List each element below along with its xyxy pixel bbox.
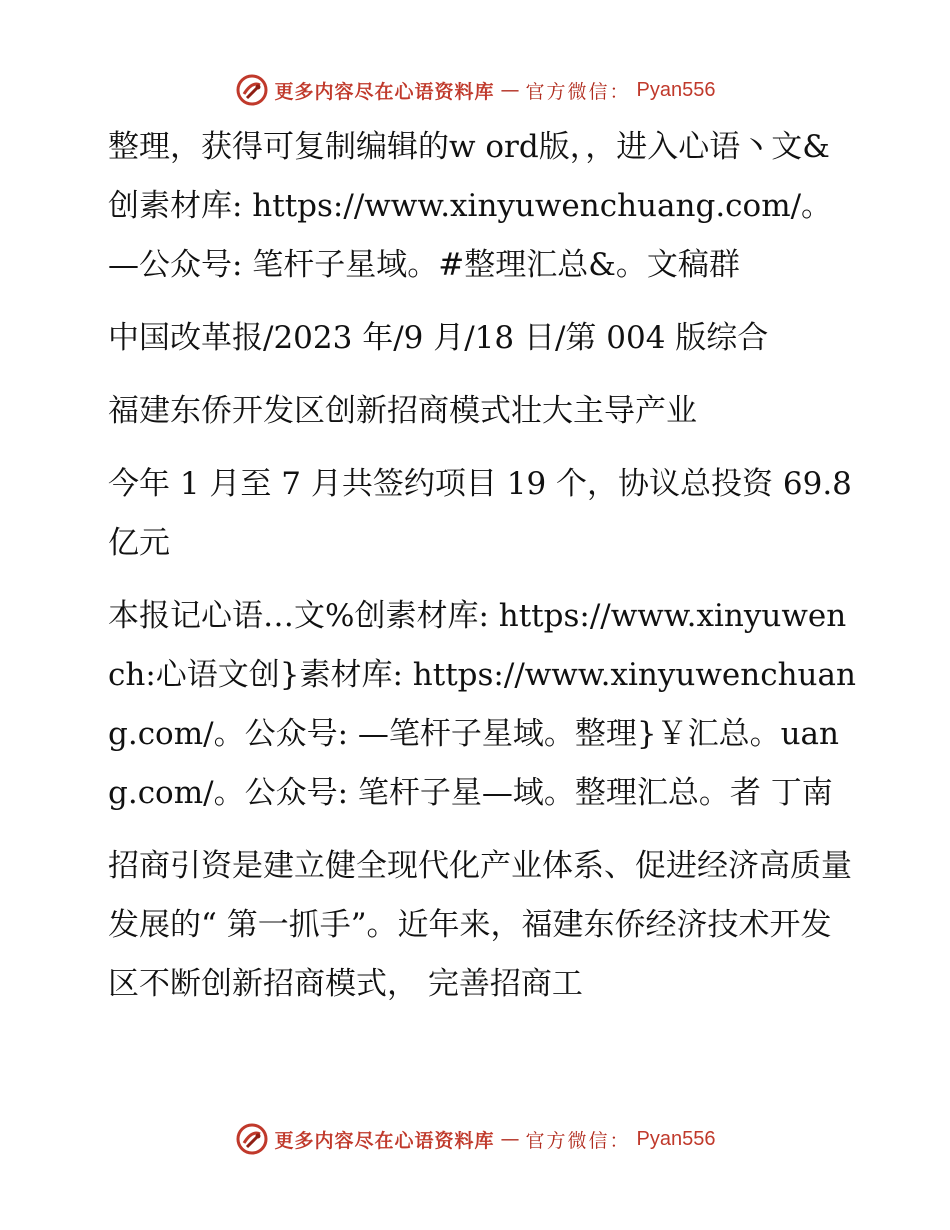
banner-wechat-id: Pyan556 xyxy=(636,1127,716,1150)
source-line: 中国改革报/2023 年/9 月/18 日/第 004 版综合 xyxy=(108,320,769,356)
banner-separator: — xyxy=(500,1128,520,1150)
article-headline: 福建东侨开发区创新招商模式壮大主导产业 xyxy=(108,393,697,429)
banner-separator: — xyxy=(500,79,520,101)
logo-icon xyxy=(235,1122,269,1156)
body-paragraph: 招商引资是建立健全现代化产业体系、促进经济高质量发展的“ 第一抓手”。近年来，福建东侨经济技术开发区不断创新招商模式， 完善招商工 xyxy=(108,848,852,1002)
byline-paragraph: 本报记心语…文%创素材库: https://www.xinyuwench:心语文创}素材库: https://www.xinyuwenchuang.com/。公众号: —笔杆子星域。整理}￥汇总。uang.com/。公众号: 笔杆子星—域。整理汇总。者 丁南 xyxy=(108,598,856,811)
banner-official-label: 官方微信： xyxy=(525,80,631,103)
banner-wechat-id: Pyan556 xyxy=(636,78,716,101)
banner-title: 更多内容尽在心语资料库 xyxy=(274,80,495,103)
document-body xyxy=(96,118,856,1014)
footer-banner xyxy=(0,1119,950,1159)
intro-paragraph: 整理，获得可复制编辑的w ord版，，进入心语丶文&创素材库: https://www.xinyuwenchuang.com/。—公众号: 笔杆子星域。#整理汇总&。文稿群 xyxy=(108,129,833,283)
logo-icon xyxy=(235,73,269,107)
banner-official-label: 官方微信： xyxy=(525,1129,631,1152)
banner-title: 更多内容尽在心语资料库 xyxy=(274,1129,495,1152)
article-subhead: 今年 1 月至 7 月共签约项目 19 个，协议总投资 69.8 亿元 xyxy=(108,466,852,561)
header-banner xyxy=(0,70,950,110)
